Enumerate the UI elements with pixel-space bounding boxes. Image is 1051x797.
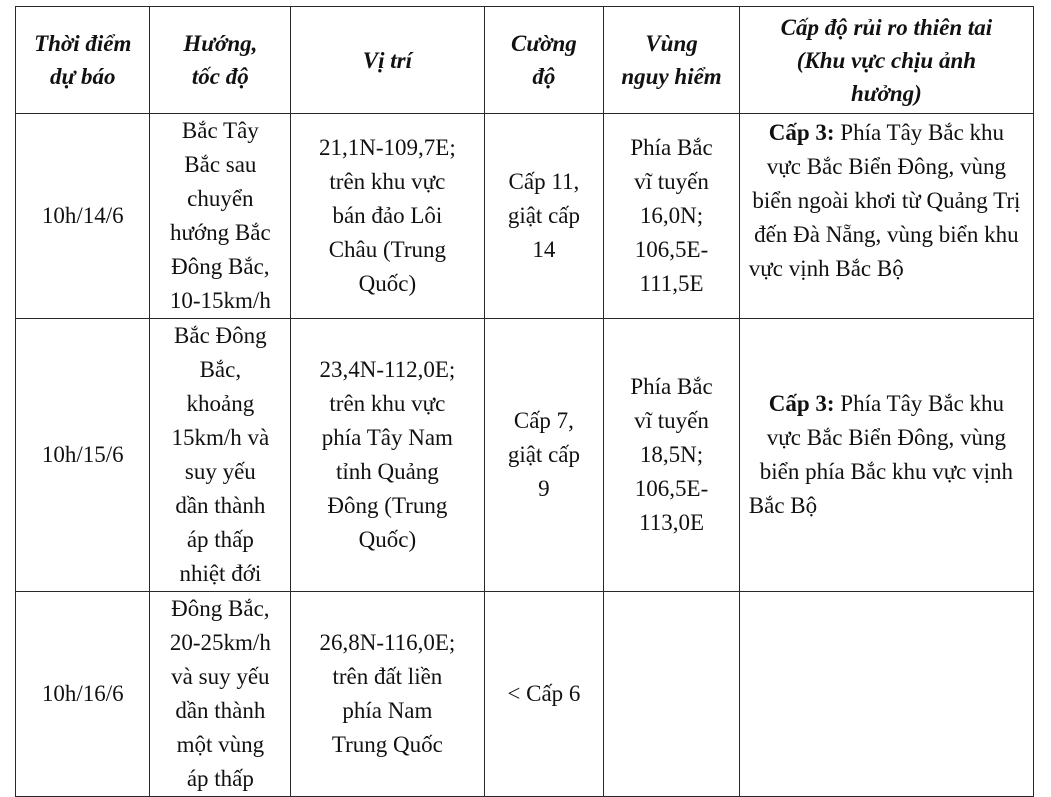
position-cell: 26,8N-116,0E; trên đất liền phía Nam Trung Quốc: [291, 592, 484, 797]
risk-level-cell: [739, 114, 1033, 319]
direction-cell: Bắc Đông Bắc, khoảng 15km/h và suy yếu dần thành áp thấp nhiệt đới: [150, 319, 291, 592]
header-disaster-risk-level: Cấp độ rủi ro thiên tai (Khu vực chịu ảnh hưởng): [739, 7, 1033, 114]
forecast-time-cell: 10h/14/6: [16, 114, 150, 319]
intensity-cell: < Cấp 6: [484, 592, 604, 797]
storm-forecast-table: [15, 6, 1034, 797]
table-row: [16, 114, 1034, 319]
header-direction-speed: Hướng, tốc độ: [150, 7, 291, 114]
direction-cell: Đông Bắc, 20-25km/h và suy yếu dần thành một vùng áp thấp: [150, 592, 291, 797]
intensity-cell: Cấp 11, giật cấp 14: [484, 114, 604, 319]
forecast-time-cell: 10h/16/6: [16, 592, 150, 797]
header-forecast-time: Thời điểm dự báo: [16, 7, 150, 114]
danger-zone-cell: [604, 592, 740, 797]
position-cell: 21,1N-109,7E; trên khu vực bán đảo Lôi Châu (Trung Quốc): [291, 114, 484, 319]
header-danger-zone: Vùng nguy hiểm: [604, 7, 740, 114]
risk-level-label: Cấp 3:: [768, 120, 835, 145]
intensity-cell: Cấp 7, giật cấp 9: [484, 319, 604, 592]
danger-zone-cell: Phía Bắc vĩ tuyến 16,0N; 106,5E- 111,5E: [604, 114, 740, 319]
header-position: Vị trí: [291, 7, 484, 114]
table-row: [16, 592, 1034, 797]
risk-area-text: Phía Tây Bắc khu vực Bắc Biển Đông, vùng biển ngoài khơi từ Quảng Trị đến Đà Nẵng, vùng biển khu vực vịnh Bắc Bộ: [748, 120, 1021, 281]
direction-cell: Bắc Tây Bắc sau chuyển hướng Bắc Đông Bắc, 10-15km/h: [150, 114, 291, 319]
position-cell: 23,4N-112,0E; trên khu vực phía Tây Nam tỉnh Quảng Đông (Trung Quốc): [291, 319, 484, 592]
forecast-time-cell: 10h/15/6: [16, 319, 150, 592]
table-row: [16, 319, 1034, 592]
risk-level-cell: [739, 592, 1033, 797]
risk-level-label: Cấp 3:: [768, 391, 835, 416]
table-header-row: [16, 7, 1034, 114]
danger-zone-cell: Phía Bắc vĩ tuyến 18,5N; 106,5E- 113,0E: [604, 319, 740, 592]
header-intensity: Cường độ: [484, 7, 604, 114]
risk-area-text: Phía Tây Bắc khu vực Bắc Biển Đông, vùng biển phía Bắc khu vực vịnh Bắc Bộ: [748, 391, 1014, 518]
risk-level-cell: [739, 319, 1033, 592]
